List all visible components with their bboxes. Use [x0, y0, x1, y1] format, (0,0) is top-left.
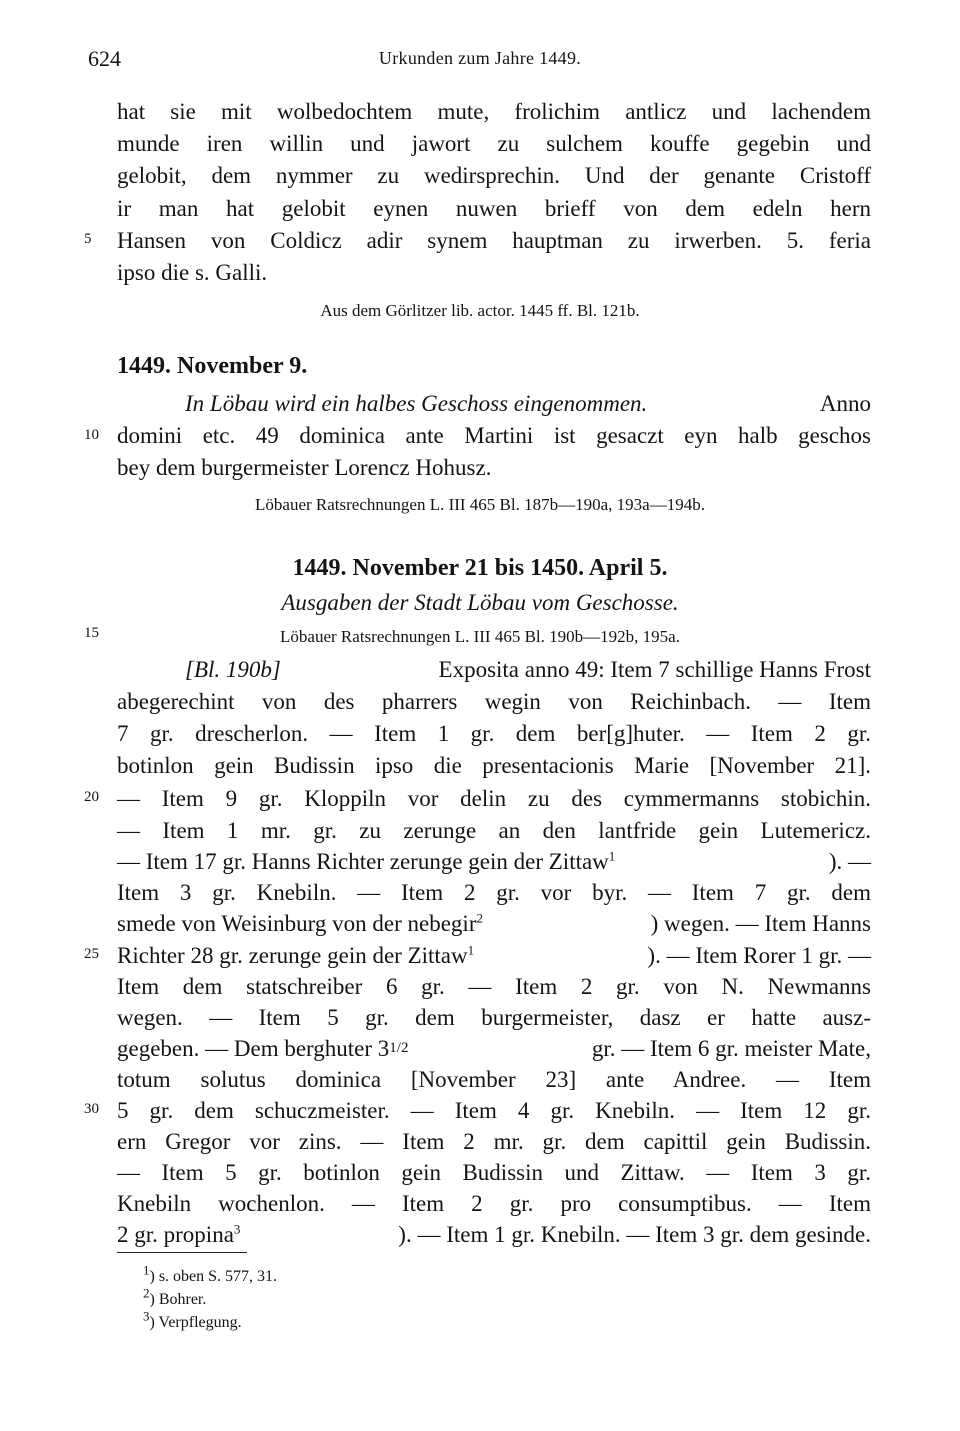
text-fragment: ). —: [828, 849, 871, 874]
text-line: [185, 654, 871, 685]
source-note: Löbauer Ratsrechnungen L. III 465 Bl. 190b—192b, 195a.: [280, 627, 680, 646]
entry-summary: In Löbau wird ein halbes Geschoss eingenommen.: [185, 391, 648, 416]
text-line: botinlon gein Budissin ipso die presentacionis Marie [November 21].: [117, 753, 871, 778]
entry-summary-line: [185, 388, 871, 419]
line-number-20: 20: [84, 789, 99, 805]
text-fragment: Richter 28 gr. zerunge gein der Zittaw: [117, 943, 468, 968]
page-number: 624: [88, 46, 121, 71]
line-number-5: 5: [84, 231, 92, 247]
text-line: — Item 1 mr. gr. zu zerunge an den lantfride gein Lutemericz.: [117, 818, 871, 843]
entry-heading: 1449. November 9.: [117, 353, 308, 379]
footnote-ref: 2: [476, 910, 483, 926]
text-fragment: gegeben. — Dem berghuter 3: [117, 1036, 390, 1061]
folio-reference: [Bl. 190b]: [185, 657, 281, 682]
line-number-25: 25: [84, 946, 99, 962]
source-note: Löbauer Ratsrechnungen L. III 465 Bl. 187b—190a, 193a—194b.: [255, 495, 705, 514]
text-line: ern Gregor vor zins. — Item 2 mr. gr. dem capittil gein Budissin.: [117, 1129, 871, 1154]
footnote-mark: 2: [143, 1285, 150, 1301]
text-line: Item 3 gr. Knebiln. — Item 2 gr. vor byr. — Item 7 gr. dem: [117, 880, 871, 905]
footnote-text: ) s. oben S. 577, 31.: [149, 1268, 278, 1285]
text-line: [117, 940, 871, 971]
fraction: 1/2: [389, 1040, 409, 1056]
footnote: [143, 1308, 242, 1333]
text-line: Knebiln wochenlon. — Item 2 gr. pro consumptibus. — Item: [117, 1191, 871, 1216]
text-line: totum solutus dominica [November 23] ante Andree. — Item: [117, 1067, 871, 1092]
text-line: — Item 9 gr. Kloppiln vor delin zu des cymmermanns stobichin.: [117, 786, 871, 811]
line-number-10: 10: [84, 427, 99, 443]
footnote-ref: 1: [467, 942, 475, 958]
footnote-ref: 1: [608, 848, 616, 864]
text-line: 5 gr. dem schuczmeister. — Item 4 gr. Knebiln. — Item 12 gr.: [117, 1098, 871, 1123]
text-line: hat sie mit wolbedochtem mute, frolichim antlicz und lachendem: [117, 99, 871, 124]
footnote-text: ) Verpflegung.: [149, 1314, 242, 1331]
text-line: bey dem burgermeister Lorencz Hohusz.: [117, 455, 492, 480]
text-fragment: ). — Item 1 gr. Knebiln. — Item 3 gr. dem gesinde.: [398, 1222, 871, 1247]
running-title: Urkunden zum Jahre 1449.: [378, 48, 582, 68]
footnote: [143, 1285, 207, 1310]
footnote-text: ) Bohrer.: [149, 1291, 207, 1308]
text-line: wegen. — Item 5 gr. dem burgermeister, dasz er hatte ausz-: [117, 1005, 871, 1030]
footnote-mark: 3: [143, 1308, 150, 1324]
text-line: [117, 846, 871, 877]
text-line: Hansen von Coldicz adir synem hauptman zu irwerben. 5. feria: [117, 228, 871, 253]
text-fragment: gr. — Item 6 gr. meister Mate,: [591, 1036, 871, 1061]
entry-heading: 1449. November 21 bis 1450. April 5.: [292, 555, 668, 581]
text-line: Item dem statschreiber 6 gr. — Item 2 gr. von N. Newmanns: [117, 974, 871, 999]
footnote-mark: 1: [143, 1262, 150, 1278]
text-fragment: 2 gr. propina: [117, 1222, 234, 1247]
text-line: [117, 1219, 871, 1250]
line-number-15: 15: [84, 625, 99, 641]
text-line: 7 gr. drescherlon. — Item 1 gr. dem ber[g]huter. — Item 2 gr.: [117, 721, 871, 746]
footnote-rule: [117, 1252, 247, 1253]
source-note: Aus dem Görlitzer lib. actor. 1445 ff. Bl. 121b.: [320, 301, 640, 320]
text-line: munde iren willin und jawort zu sulchem kouffe gegebin und: [117, 131, 871, 156]
text-line: abegerechint von des pharrers wegin von Reichinbach. — Item: [117, 689, 871, 714]
text-line: domini etc. 49 dominica ante Martini ist gesaczt eyn halb geschos: [117, 423, 871, 448]
text-fragment: Anno: [819, 391, 871, 416]
footnote-ref: 3: [233, 1221, 241, 1237]
text-fragment: smede von Weisinburg von der nebegir: [117, 911, 477, 936]
text-line: — Item 5 gr. botinlon gein Budissin und Zittaw. — Item 3 gr.: [117, 1160, 871, 1185]
entry-summary: Ausgaben der Stadt Löbau vom Geschosse.: [281, 590, 679, 615]
text-fragment: Exposita anno 49: Item 7 schillige Hanns Frost: [438, 657, 871, 682]
text-fragment: ) wegen. — Item Hanns: [650, 911, 871, 936]
text-line: [117, 908, 871, 939]
line-number-30: 30: [84, 1101, 99, 1117]
text-line: [117, 1033, 871, 1064]
text-line: ir man hat gelobit eynen nuwen brieff von dem edeln hern: [117, 196, 871, 221]
text-fragment: — Item 17 gr. Hanns Richter zerunge gein der Zittaw: [117, 849, 609, 874]
text-line: ipso die s. Galli.: [117, 260, 268, 285]
footnote: [143, 1262, 278, 1287]
text-line: gelobit, dem nymmer zu wedirsprechin. Und der genante Cristoff: [117, 163, 871, 188]
text-fragment: ). — Item Rorer 1 gr. —: [647, 943, 871, 968]
